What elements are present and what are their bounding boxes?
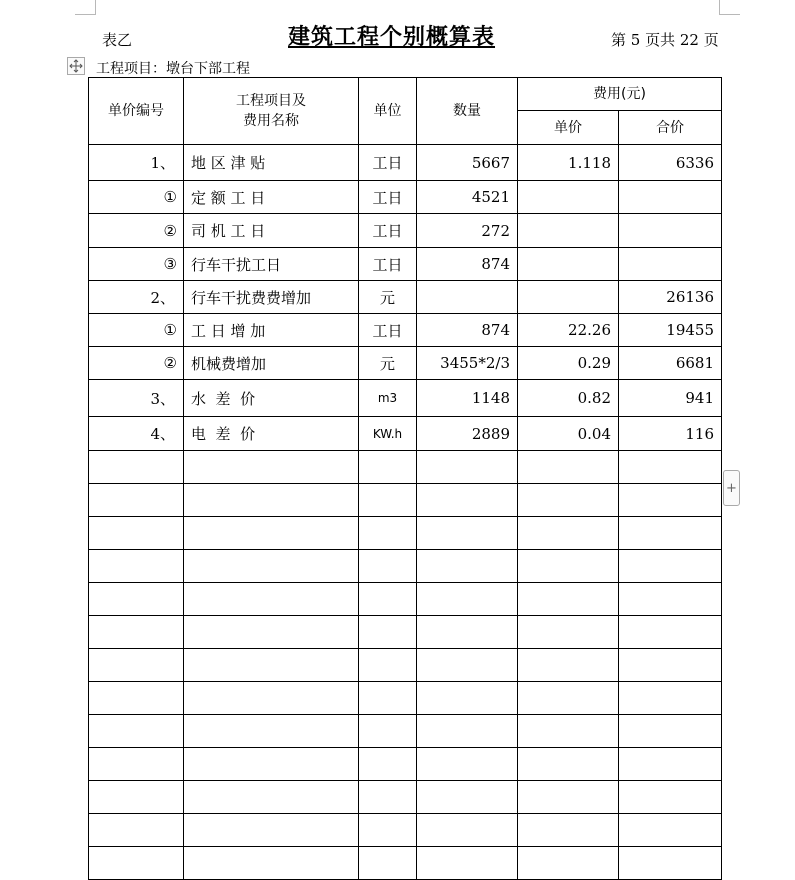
empty-cell[interactable] — [518, 517, 619, 550]
cell-name[interactable]: 机械费增加 — [184, 347, 359, 380]
cell-qty[interactable]: 272 — [417, 214, 518, 248]
empty-cell[interactable] — [359, 583, 417, 616]
empty-cell[interactable] — [518, 847, 619, 880]
empty-cell[interactable] — [417, 649, 518, 682]
cell-total[interactable]: 941 — [619, 380, 722, 417]
header-unit: 单位 — [359, 78, 417, 145]
empty-cell[interactable] — [619, 847, 722, 880]
cell-code[interactable]: ① — [89, 181, 184, 214]
empty-cell[interactable] — [619, 550, 722, 583]
empty-table-row — [89, 682, 722, 715]
empty-cell[interactable] — [417, 847, 518, 880]
add-column-plus-icon[interactable]: + — [723, 470, 740, 506]
empty-cell[interactable] — [417, 715, 518, 748]
empty-cell[interactable] — [619, 583, 722, 616]
cell-unit[interactable]: 工日 — [359, 214, 417, 248]
empty-cell[interactable] — [359, 781, 417, 814]
empty-table-row — [89, 781, 722, 814]
empty-table-row — [89, 649, 722, 682]
cell-total[interactable] — [619, 214, 722, 248]
cell-code[interactable]: ② — [89, 214, 184, 248]
empty-cell[interactable] — [619, 682, 722, 715]
header-item-line2: 费用名称 — [243, 113, 299, 129]
empty-cell[interactable] — [184, 484, 359, 517]
cell-unit[interactable]: 元 — [359, 281, 417, 314]
table-row — [89, 281, 722, 314]
empty-cell[interactable] — [619, 814, 722, 847]
cell-name[interactable]: 水 差 价 — [184, 380, 359, 417]
empty-cell[interactable] — [89, 517, 184, 550]
empty-cell[interactable] — [518, 550, 619, 583]
empty-cell[interactable] — [619, 517, 722, 550]
empty-cell[interactable] — [184, 682, 359, 715]
empty-cell[interactable] — [417, 451, 518, 484]
page-corner-mark-left — [75, 0, 96, 15]
cell-unit[interactable]: KW.h — [359, 417, 417, 451]
cell-name[interactable]: 电 差 价 — [184, 417, 359, 451]
cell-qty[interactable]: 4521 — [417, 181, 518, 214]
page-title: 建筑工程个别概算表 — [288, 25, 496, 50]
table-row — [89, 181, 722, 214]
cell-price[interactable]: 1.118 — [518, 145, 619, 181]
empty-cell[interactable] — [417, 616, 518, 649]
table-row — [89, 380, 722, 417]
cell-qty[interactable]: 1148 — [417, 380, 518, 417]
table-number: 表乙 — [102, 31, 133, 49]
table-move-handle-icon[interactable] — [67, 57, 85, 75]
page-corner-mark-right — [719, 0, 740, 15]
empty-cell[interactable] — [619, 616, 722, 649]
cell-name[interactable]: 工 日 增 加 — [184, 314, 359, 347]
empty-cell[interactable] — [359, 814, 417, 847]
empty-cell[interactable] — [89, 649, 184, 682]
empty-cell[interactable] — [89, 814, 184, 847]
empty-cell[interactable] — [619, 781, 722, 814]
empty-cell[interactable] — [518, 484, 619, 517]
cell-qty[interactable]: 3455*2/3 — [417, 347, 518, 380]
empty-cell[interactable] — [417, 550, 518, 583]
cell-qty[interactable]: 5667 — [417, 145, 518, 181]
empty-cell[interactable] — [518, 649, 619, 682]
empty-cell[interactable] — [359, 517, 417, 550]
cell-code[interactable]: 2、 — [89, 281, 184, 314]
empty-cell[interactable] — [89, 748, 184, 781]
empty-table-row — [89, 517, 722, 550]
empty-cell[interactable] — [359, 748, 417, 781]
empty-cell[interactable] — [417, 484, 518, 517]
empty-table-row — [89, 583, 722, 616]
empty-cell[interactable] — [359, 649, 417, 682]
cell-total[interactable]: 6336 — [619, 145, 722, 181]
header-code: 单价编号 — [89, 78, 184, 145]
cell-code[interactable]: 3、 — [89, 380, 184, 417]
empty-cell[interactable] — [417, 682, 518, 715]
cell-total[interactable] — [619, 181, 722, 214]
header-quantity: 数量 — [417, 78, 518, 145]
cell-total[interactable]: 19455 — [619, 314, 722, 347]
cell-qty[interactable]: 2889 — [417, 417, 518, 451]
empty-table-row — [89, 748, 722, 781]
cell-code[interactable]: 4、 — [89, 417, 184, 451]
table-row — [89, 214, 722, 248]
cell-name[interactable]: 司 机 工 日 — [184, 214, 359, 248]
cell-qty[interactable]: 874 — [417, 314, 518, 347]
empty-cell[interactable] — [359, 715, 417, 748]
empty-table-row — [89, 847, 722, 880]
cell-name[interactable]: 行车干扰费费增加 — [184, 281, 359, 314]
cell-unit[interactable]: 元 — [359, 347, 417, 380]
header-item — [184, 78, 359, 145]
cell-price[interactable] — [518, 281, 619, 314]
cell-total[interactable]: 6681 — [619, 347, 722, 380]
empty-cell[interactable] — [89, 451, 184, 484]
cell-price[interactable] — [518, 181, 619, 214]
empty-cell[interactable] — [89, 715, 184, 748]
empty-cell[interactable] — [619, 715, 722, 748]
header-item-line1: 工程项目及 — [236, 93, 306, 109]
cell-price[interactable]: 22.26 — [518, 314, 619, 347]
header-cost: 费用(元) — [518, 78, 722, 111]
empty-cell[interactable] — [518, 814, 619, 847]
empty-cell[interactable] — [89, 550, 184, 583]
empty-cell[interactable] — [89, 682, 184, 715]
cell-unit[interactable]: 工日 — [359, 248, 417, 281]
empty-cell[interactable] — [619, 484, 722, 517]
cell-price[interactable] — [518, 214, 619, 248]
empty-cell[interactable] — [184, 748, 359, 781]
empty-cell[interactable] — [417, 517, 518, 550]
table-row — [89, 347, 722, 380]
empty-cell[interactable] — [518, 748, 619, 781]
empty-cell[interactable] — [184, 517, 359, 550]
empty-cell[interactable] — [184, 550, 359, 583]
empty-cell[interactable] — [89, 583, 184, 616]
empty-cell[interactable] — [184, 715, 359, 748]
empty-cell[interactable] — [518, 583, 619, 616]
empty-cell[interactable] — [359, 616, 417, 649]
cell-price[interactable] — [518, 248, 619, 281]
empty-cell[interactable] — [518, 616, 619, 649]
cell-code[interactable]: ③ — [89, 248, 184, 281]
cell-qty[interactable] — [417, 281, 518, 314]
empty-table-row — [89, 550, 722, 583]
empty-cell[interactable] — [417, 748, 518, 781]
page-info: 第 5 页共 22 页 — [611, 31, 719, 49]
empty-table-row — [89, 715, 722, 748]
empty-table-row — [89, 616, 722, 649]
table-row — [89, 417, 722, 451]
empty-cell[interactable] — [518, 715, 619, 748]
table-row — [89, 314, 722, 347]
empty-cell[interactable] — [89, 847, 184, 880]
empty-cell[interactable] — [184, 847, 359, 880]
cell-unit[interactable]: 工日 — [359, 181, 417, 214]
cell-price[interactable]: 0.82 — [518, 380, 619, 417]
empty-cell[interactable] — [417, 781, 518, 814]
cell-code[interactable]: ② — [89, 347, 184, 380]
empty-cell[interactable] — [518, 682, 619, 715]
empty-cell[interactable] — [184, 583, 359, 616]
cell-name[interactable]: 定 额 工 日 — [184, 181, 359, 214]
empty-table-row — [89, 484, 722, 517]
empty-cell[interactable] — [89, 616, 184, 649]
table-row — [89, 248, 722, 281]
budget-table — [88, 77, 722, 880]
cell-unit[interactable]: 工日 — [359, 145, 417, 181]
empty-cell[interactable] — [359, 451, 417, 484]
empty-cell[interactable] — [184, 616, 359, 649]
empty-cell[interactable] — [184, 781, 359, 814]
header-unit-price: 单价 — [518, 111, 619, 145]
empty-cell[interactable] — [518, 451, 619, 484]
empty-cell[interactable] — [89, 781, 184, 814]
table-row — [89, 145, 722, 181]
cell-unit[interactable]: 工日 — [359, 314, 417, 347]
cell-total[interactable]: 26136 — [619, 281, 722, 314]
cell-total[interactable] — [619, 248, 722, 281]
empty-cell[interactable] — [619, 748, 722, 781]
empty-cell[interactable] — [89, 484, 184, 517]
empty-table-row — [89, 814, 722, 847]
empty-cell[interactable] — [359, 682, 417, 715]
empty-cell[interactable] — [359, 484, 417, 517]
empty-table-row — [89, 451, 722, 484]
empty-cell[interactable] — [184, 814, 359, 847]
cell-code[interactable]: ① — [89, 314, 184, 347]
cell-total[interactable]: 116 — [619, 417, 722, 451]
cell-code[interactable]: 1、 — [89, 145, 184, 181]
empty-cell[interactable] — [619, 451, 722, 484]
empty-cell[interactable] — [184, 649, 359, 682]
header-total: 合价 — [619, 111, 722, 145]
empty-cell[interactable] — [359, 847, 417, 880]
project-label: 工程项目：墩台下部工程 — [96, 61, 250, 77]
empty-cell[interactable] — [518, 781, 619, 814]
cell-price[interactable]: 0.29 — [518, 347, 619, 380]
empty-cell[interactable] — [619, 649, 722, 682]
cell-name[interactable]: 地 区 津 贴 — [184, 145, 359, 181]
empty-cell[interactable] — [417, 814, 518, 847]
cell-unit[interactable]: m3 — [359, 380, 417, 417]
empty-cell[interactable] — [417, 583, 518, 616]
empty-cell[interactable] — [184, 451, 359, 484]
cell-name[interactable]: 行车干扰工日 — [184, 248, 359, 281]
empty-cell[interactable] — [359, 550, 417, 583]
cell-price[interactable]: 0.04 — [518, 417, 619, 451]
cell-qty[interactable]: 874 — [417, 248, 518, 281]
